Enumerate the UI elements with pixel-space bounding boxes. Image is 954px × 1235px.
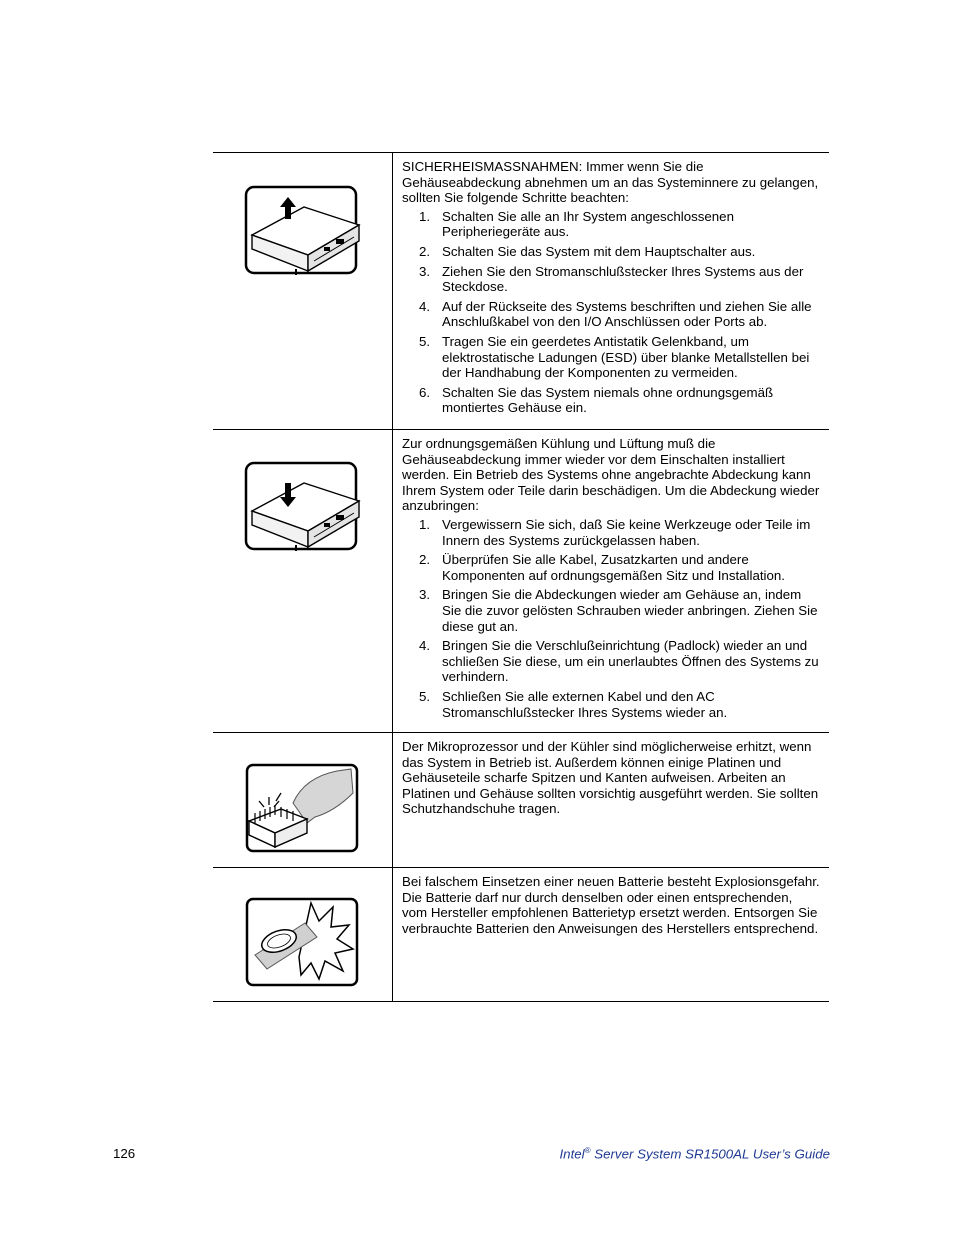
step-text: Ziehen Sie den Stromanschlußstecker Ihres Systems aus der Steckdose. [442, 263, 804, 295]
list-item [402, 209, 821, 240]
footer-brand: Intel [559, 1146, 585, 1162]
server-cover-remove-icon [244, 185, 362, 277]
row-intro: SICHERHEISMASSNAHMEN: Immer wenn Sie die Gehäuseabdeckung abnehmen um an das Systeminnere zu gelangen, sollten Sie folgende Schritte beachten: [402, 159, 819, 206]
step-text: Tragen Sie ein geerdetes Antistatik Gelenkband, um elektrostatische Ladungen (ESD) über blanke Metallstellen bei der Handhabung der Komponenten zu vermeiden. [442, 333, 810, 381]
list-item [402, 638, 821, 685]
step-number: 5. [419, 688, 431, 704]
registered-mark: ® [584, 1146, 591, 1155]
icon-cell [213, 733, 393, 867]
page-footer [113, 1146, 830, 1161]
step-number: 1. [419, 516, 431, 532]
list-item [402, 517, 821, 548]
footer-title [559, 1146, 830, 1161]
server-cover-install-icon [244, 461, 362, 553]
step-text: Bringen Sie die Verschlußeinrichtung (Padlock) wieder an und schließen Sie diese, um ein unerlaubtes Öffnen des Systems zu verhindern. [442, 638, 819, 685]
icon-cell [213, 430, 393, 732]
step-list [402, 517, 821, 720]
row-intro: Der Mikroprozessor und der Kühler sind möglicherweise erhitzt, wenn das System in Betrieb ist. Außerdem können einige Platinen und Gehäuseteile scharfe Spitzen und Kanten aufweisen. Arbeiten an Platinen und Gehäuse sollten vorsichtig ausgeführt werden. Sie sollten Schutzhandschuhe tragen. [402, 739, 819, 817]
step-text: Schalten Sie das System mit dem Hauptschalter aus. [442, 243, 756, 259]
list-item [402, 385, 821, 416]
step-text: Vergewissern Sie sich, daß Sie keine Werkzeuge oder Teile im Innern des Systems zurückgelassen haben. [442, 516, 811, 548]
icon-cell [213, 153, 393, 429]
row-text [393, 153, 829, 429]
step-text: Schalten Sie alle an Ihr System angeschlossenen Peripheriegeräte aus. [442, 208, 734, 240]
list-item [402, 264, 821, 295]
step-number: 4. [419, 298, 431, 314]
step-number: 2. [419, 552, 431, 568]
list-item [402, 689, 821, 720]
list-item [402, 244, 821, 260]
list-item [402, 552, 821, 583]
step-text: Überprüfen Sie alle Kabel, Zusatzkarten und andere Komponenten auf ordnungsgemäßen Sitz und Installation. [442, 552, 785, 583]
list-item [402, 587, 821, 634]
row-intro: Zur ordnungsgemäßen Kühlung und Lüftung muß die Gehäuseabdeckung immer wieder vor dem Einschalten installiert werden. Ein Betrieb des Systems ohne angebrachte Abdeckung kann Ihrem System oder Teile darin beschädigen. Um die Abdeckung wieder anzubringen: [402, 436, 820, 514]
step-number: 3. [419, 587, 431, 603]
table-row [213, 153, 829, 430]
table-row [213, 430, 829, 733]
hot-heatsink-hand-icon [245, 763, 361, 855]
step-text: Schalten Sie das System niemals ohne ordnungsgemäß montiertes Gehäuse ein. [442, 384, 774, 416]
step-number: 6. [419, 384, 431, 400]
list-item [402, 299, 821, 330]
step-text: Bringen Sie die Abdeckungen wieder am Gehäuse an, indem Sie die zuvor gelösten Schrauben wieder anbringen. Ziehen Sie diese gut an. [442, 587, 818, 634]
row-text [393, 430, 829, 732]
step-number: 5. [419, 333, 431, 349]
row-text [393, 733, 829, 867]
page-number: 126 [113, 1146, 136, 1161]
step-number: 4. [419, 638, 431, 654]
safety-table [213, 152, 829, 1002]
icon-cell [213, 868, 393, 1001]
footer-title-text: Server System SR1500AL User’s Guide [590, 1146, 830, 1162]
table-row [213, 733, 829, 868]
step-list [402, 209, 821, 416]
step-number: 1. [419, 208, 431, 224]
list-item [402, 334, 821, 381]
row-text [393, 868, 829, 1001]
step-number: 3. [419, 263, 431, 279]
step-number: 2. [419, 243, 431, 259]
step-text: Auf der Rückseite des Systems beschriften und ziehen Sie alle Anschlußkabel von den I/O Anschlüssen oder Ports ab. [442, 298, 812, 330]
table-row [213, 868, 829, 1002]
battery-explosion-icon [245, 897, 361, 989]
step-text: Schließen Sie alle externen Kabel und den AC Stromanschlußstecker Ihres Systems wieder an. [442, 688, 728, 720]
row-intro: Bei falschem Einsetzen einer neuen Batterie besteht Explosionsgefahr. Die Batterie darf nur durch denselben oder einen entsprechenden, vom Hersteller empfohlenen Batterietyp ersetzt werden. Entsorgen Sie verbrauchte Batterien den Anweisungen des Herstellers entsprechend. [402, 874, 820, 936]
